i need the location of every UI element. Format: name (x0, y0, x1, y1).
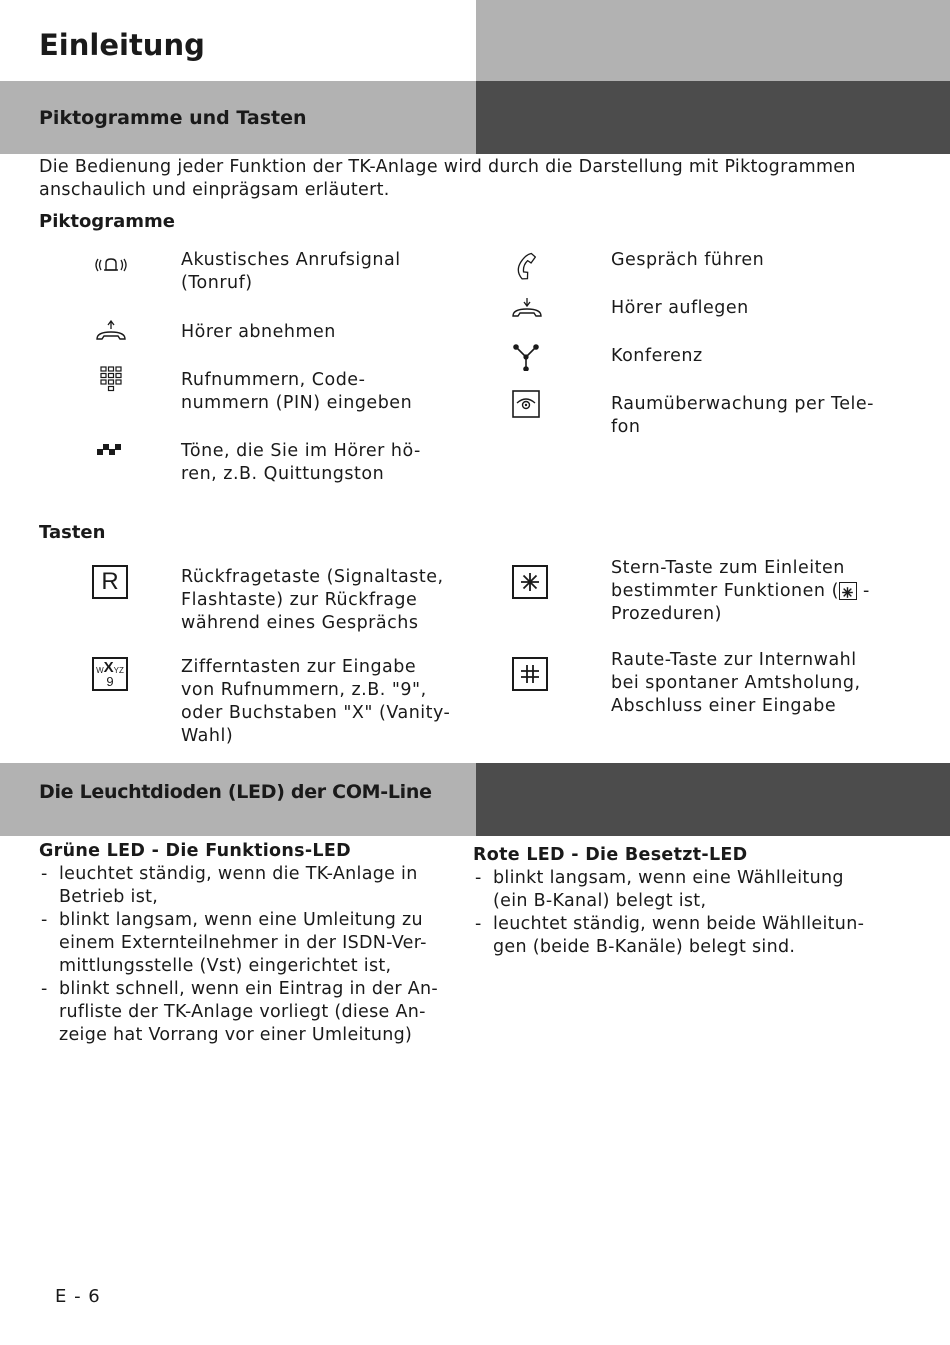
handset-hangup-icon (510, 297, 544, 321)
pikto-left-text-3: Rufnummern, Code- nummern (PIN) eingeben (181, 370, 413, 413)
page-title: Einleitung (39, 28, 205, 62)
digit-key-letter-yz: YZ (113, 666, 124, 675)
handset-talk-icon (512, 250, 538, 280)
list-item: - blinkt langsam, wenn eine Wählleitung (ein B-Kanal) belegt ist, (473, 867, 873, 913)
tasten-right-text-2: Raute-Taste zur Internwahl bei spontaner Amtsholung, Abschluss einer Eingabe (611, 650, 861, 716)
piktogramme-heading: Piktogramme (39, 211, 175, 232)
section-heading-piktogramme-tasten: Piktogramme und Tasten (39, 107, 307, 129)
tasten-right-text-1 (611, 557, 911, 626)
digit-key-number: 9 (106, 674, 114, 689)
section-bar-dark (476, 81, 950, 154)
r-key-label: R (101, 568, 119, 595)
intro-paragraph: Die Bedienung jeder Funktion der TK-Anlage wird durch die Darstellung mit Piktogrammen anschaulich und einprägsam erläutert. (39, 157, 856, 200)
inline-star-key-icon (839, 582, 857, 600)
list-item: - blinkt schnell, wenn ein Eintrag in der An-rufliste der TK-Anlage vorliegt (diese An-zeige hat Vorrang vor einer Umleitung) (39, 978, 439, 1047)
pikto-right-text-4: Raumüberwachung per Tele- fon (611, 394, 874, 437)
pikto-left-text-1: Akustisches Anrufsignal (Tonruf) (181, 250, 401, 293)
digit-key-letter-x: X (103, 659, 114, 676)
red-led-list (473, 867, 873, 959)
list-item: - blinkt langsam, wenn eine Umleitung zu einem Externteilnehmer in der ISDN-Ver-mittlungsstelle (Vst) eingerichtet ist, (39, 909, 439, 978)
conference-icon (512, 343, 540, 371)
handset-lift-icon (94, 320, 128, 344)
red-led-title: Rote LED - Die Besetzt-LED (473, 845, 748, 865)
pikto-right-text-2: Hörer auflegen (611, 298, 749, 318)
red-led-block (473, 844, 873, 959)
tasten-left-text-1: Rückfragetaste (Signaltaste, Flashtaste) zur Rückfrage während eines Gesprächs (181, 567, 444, 633)
r-key-icon (92, 565, 128, 599)
star-key-text-before: Stern-Taste zum Einleiten bestimmter Funktionen ( (611, 558, 845, 601)
tasten-heading: Tasten (39, 522, 106, 543)
pikto-right-text-3: Konferenz (611, 346, 703, 366)
hash-key-icon (512, 657, 548, 691)
green-led-title: Grüne LED - Die Funktions-LED (39, 841, 351, 861)
ring-signal-icon (92, 254, 130, 276)
green-led-list (39, 863, 439, 1047)
pikto-left-text-2: Hörer abnehmen (181, 322, 336, 342)
tasten-left-text-2: Zifferntasten zur Eingabe von Rufnummern, z.B. "9", oder Buchstaben "X" (Vanity- Wahl) (181, 657, 451, 746)
header-gray-band (476, 0, 950, 81)
green-led-block (39, 840, 439, 1047)
digit-key-letter-w: W (96, 666, 104, 675)
pikto-right-text-1: Gespräch führen (611, 250, 765, 270)
tones-icon (96, 442, 124, 458)
list-item: - leuchtet ständig, wenn die TK-Anlage in Betrieb ist, (39, 863, 439, 909)
section-heading-led: Die Leuchtdioden (LED) der COM-Line (39, 781, 432, 803)
pikto-left-text-4: Töne, die Sie im Hörer hö- ren, z.B. Quittungston (181, 441, 421, 484)
keypad-icon (100, 366, 122, 394)
room-monitor-icon (512, 390, 540, 418)
digit-key-icon (92, 657, 128, 691)
star-key-icon (512, 565, 548, 599)
list-item: - leuchtet ständig, wenn beide Wählleitun-gen (beide B-Kanäle) belegt sind. (473, 913, 873, 959)
star-key-text-after: - Prozeduren) (611, 581, 870, 624)
page-number: E - 6 (55, 1286, 101, 1307)
section-bar-dark-2 (476, 763, 950, 836)
